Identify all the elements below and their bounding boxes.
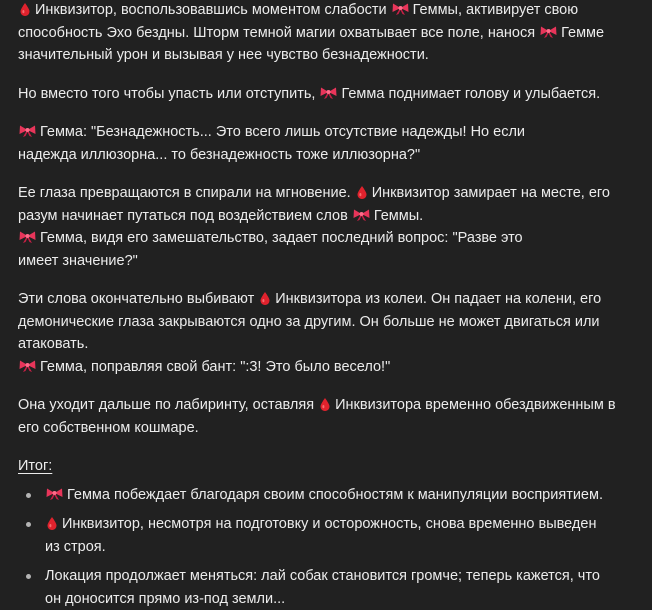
text-segment: Но вместо того чтобы упасть или отступить,: [18, 86, 315, 102]
summary-item: [18, 565, 615, 610]
bullet-dot: [26, 493, 31, 498]
text-segment: Эти слова окончательно выбивают: [18, 291, 254, 307]
text-segment: Геммы, активирует свою способность Эхо бездны. Шторм темной магии охватывает все поле, нанося: [18, 2, 578, 41]
summary-item-text: Инквизитор, несмотря на подготовку и осторожность, снова временно выведен из строя.: [45, 516, 596, 555]
ribbon-bow-icon: [19, 360, 36, 372]
text-segment: Гемма поднимает голову и улыбается.: [341, 86, 600, 102]
summary-item-text: Локация продолжает меняться: лай собак становится громче; теперь кажется, что он доносится прямо из-под земли...: [45, 568, 600, 607]
ribbon-bow-icon: [320, 87, 337, 99]
text-segment: Инквизитор, воспользовавшись моментом слабости: [35, 2, 387, 18]
ribbon-bow-icon: [353, 209, 370, 221]
paragraph-spirals: [18, 182, 633, 272]
paragraph-gemma-rises: [18, 83, 638, 106]
summary-item: [18, 513, 615, 558]
text-segment: Инквизитора из колеи. Он падает на колени, его демонические глаза закрываются одно за другим. Он больше не может двигаться или атаковать.: [18, 291, 601, 352]
summary-item-text: Гемма побеждает благодаря своим способностям к манипуляции восприятием.: [67, 487, 603, 503]
paragraph-gemma-speech: [18, 121, 578, 166]
blood-drop-icon: [320, 398, 330, 411]
bullet-dot: [26, 522, 31, 527]
bullet-dot: [26, 574, 31, 579]
text-segment: Она уходит дальше по лабиринту, оставляя: [18, 397, 314, 413]
text-segment: Гемме значительный урон и вызывая у нее чувство безнадежности.: [18, 25, 604, 64]
paragraph-knockout: [18, 288, 618, 378]
ribbon-bow-icon: [392, 3, 409, 15]
text-segment: Геммы.: [374, 208, 423, 224]
blood-drop-icon: [20, 3, 30, 16]
paragraph-attack: [18, 0, 628, 67]
text-segment: Инквизитора временно обездвиженным в его собственном кошмаре.: [18, 397, 616, 436]
text-segment: Инквизитор замирает на месте, его разум начинает путаться под воздействием слов: [18, 185, 610, 224]
text-segment: Гемма, видя его замешательство, задает последний вопрос: "Разве это имеет значение?": [18, 230, 523, 269]
ribbon-bow-icon: [46, 488, 63, 500]
ribbon-bow-icon: [19, 231, 36, 243]
blood-drop-icon: [260, 292, 270, 305]
text-segment: Гемма: "Безнадежность... Это всего лишь отсутствие надежды! Но если надежда иллюзорна... то безнадежность тоже иллюзорна?": [18, 124, 525, 163]
summary-item: [18, 484, 638, 507]
text-segment: Гемма, поправляя свой бант: ":3! Это было весело!": [40, 359, 390, 375]
text-segment: Ее глаза превращаются в спирали на мгновение.: [18, 185, 351, 201]
blood-drop-icon: [357, 186, 367, 199]
ribbon-bow-icon: [19, 125, 36, 137]
blood-drop-icon: [47, 517, 57, 530]
summary-heading: Итог:: [18, 455, 638, 478]
ribbon-bow-icon: [540, 26, 557, 38]
summary-list: [18, 484, 638, 610]
paragraph-departure: [18, 394, 628, 439]
